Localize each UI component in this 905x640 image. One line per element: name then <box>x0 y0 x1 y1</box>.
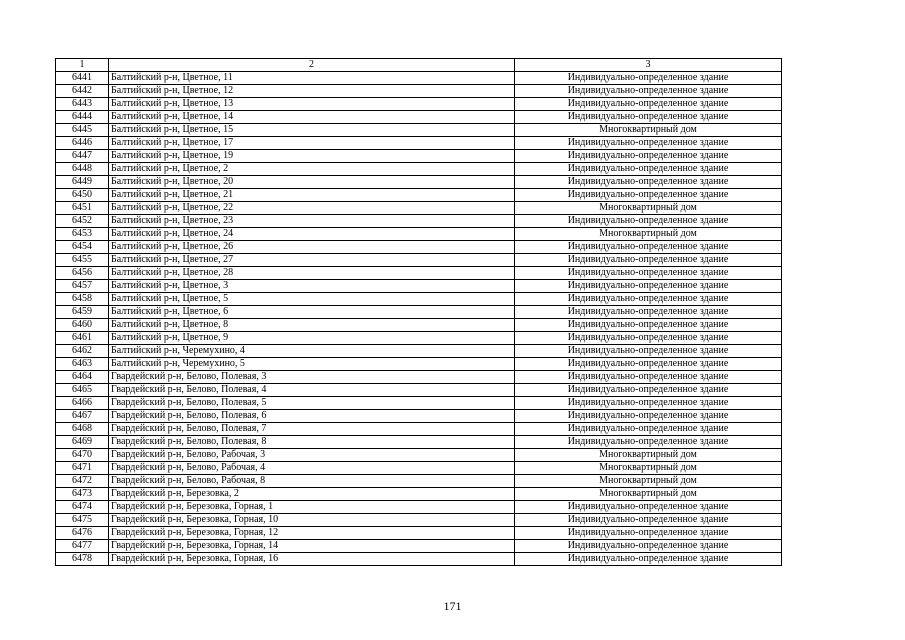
object-type-cell: Индивидуально-определенное здание <box>515 410 782 423</box>
row-number-cell: 6474 <box>56 501 109 514</box>
object-type-cell: Индивидуально-определенное здание <box>515 176 782 189</box>
address-cell: Балтийский р-н, Цветное, 8 <box>109 319 515 332</box>
object-type-cell: Индивидуально-определенное здание <box>515 306 782 319</box>
address-cell: Балтийский р-н, Черемухино, 5 <box>109 358 515 371</box>
object-type-cell: Индивидуально-определенное здание <box>515 267 782 280</box>
row-number-cell: 6442 <box>56 85 109 98</box>
row-number-cell: 6476 <box>56 527 109 540</box>
address-cell: Балтийский р-н, Цветное, 23 <box>109 215 515 228</box>
table-row <box>56 462 782 475</box>
row-number-cell: 6456 <box>56 267 109 280</box>
table-row <box>56 215 782 228</box>
object-type-cell: Индивидуально-определенное здание <box>515 319 782 332</box>
object-type-cell: Индивидуально-определенное здание <box>515 501 782 514</box>
row-number-cell: 6475 <box>56 514 109 527</box>
row-number-cell: 6467 <box>56 410 109 423</box>
address-cell: Балтийский р-н, Цветное, 20 <box>109 176 515 189</box>
object-type-cell: Многоквартирный дом <box>515 202 782 215</box>
address-cell: Балтийский р-н, Цветное, 2 <box>109 163 515 176</box>
object-type-cell: Индивидуально-определенное здание <box>515 553 782 566</box>
row-number-cell: 6448 <box>56 163 109 176</box>
table-row <box>56 228 782 241</box>
address-cell: Балтийский р-н, Цветное, 17 <box>109 137 515 150</box>
object-type-cell: Индивидуально-определенное здание <box>515 423 782 436</box>
address-cell: Балтийский р-н, Цветное, 27 <box>109 254 515 267</box>
row-number-cell: 6471 <box>56 462 109 475</box>
table-row <box>56 98 782 111</box>
object-type-cell: Индивидуально-определенное здание <box>515 85 782 98</box>
table-row <box>56 85 782 98</box>
row-number-cell: 6441 <box>56 72 109 85</box>
table-row <box>56 358 782 371</box>
address-cell: Гвардейский р-н, Березовка, Горная, 10 <box>109 514 515 527</box>
table-row <box>56 423 782 436</box>
table-row <box>56 319 782 332</box>
object-type-cell: Индивидуально-определенное здание <box>515 358 782 371</box>
table-row <box>56 293 782 306</box>
row-number-cell: 6460 <box>56 319 109 332</box>
address-cell: Гвардейский р-н, Белово, Полевая, 7 <box>109 423 515 436</box>
object-type-cell: Индивидуально-определенное здание <box>515 280 782 293</box>
address-cell: Балтийский р-н, Цветное, 9 <box>109 332 515 345</box>
table-row <box>56 254 782 267</box>
table-row <box>56 449 782 462</box>
object-type-cell: Индивидуально-определенное здание <box>515 111 782 124</box>
object-type-cell: Индивидуально-определенное здание <box>515 514 782 527</box>
object-type-cell: Индивидуально-определенное здание <box>515 527 782 540</box>
table-row <box>56 514 782 527</box>
row-number-cell: 6453 <box>56 228 109 241</box>
object-type-cell: Многоквартирный дом <box>515 449 782 462</box>
table-row <box>56 436 782 449</box>
table-header-row <box>56 59 782 72</box>
table-row <box>56 189 782 202</box>
row-number-cell: 6462 <box>56 345 109 358</box>
table-row <box>56 527 782 540</box>
row-number-cell: 6449 <box>56 176 109 189</box>
object-type-cell: Многоквартирный дом <box>515 488 782 501</box>
address-cell: Гвардейский р-н, Березовка, Горная, 12 <box>109 527 515 540</box>
address-cell: Балтийский р-н, Цветное, 6 <box>109 306 515 319</box>
object-type-cell: Индивидуально-определенное здание <box>515 332 782 345</box>
address-cell: Гвардейский р-н, Березовка, Горная, 1 <box>109 501 515 514</box>
row-number-cell: 6445 <box>56 124 109 137</box>
address-cell: Балтийский р-н, Цветное, 5 <box>109 293 515 306</box>
row-number-cell: 6473 <box>56 488 109 501</box>
table-row <box>56 241 782 254</box>
row-number-cell: 6464 <box>56 371 109 384</box>
table-row <box>56 553 782 566</box>
address-cell: Балтийский р-н, Цветное, 13 <box>109 98 515 111</box>
object-type-cell: Индивидуально-определенное здание <box>515 397 782 410</box>
object-type-cell: Индивидуально-определенное здание <box>515 384 782 397</box>
table-row <box>56 475 782 488</box>
table-row <box>56 72 782 85</box>
row-number-cell: 6444 <box>56 111 109 124</box>
row-number-cell: 6446 <box>56 137 109 150</box>
table-row <box>56 202 782 215</box>
address-cell: Балтийский р-н, Цветное, 26 <box>109 241 515 254</box>
object-type-cell: Индивидуально-определенное здание <box>515 254 782 267</box>
object-type-cell: Индивидуально-определенное здание <box>515 241 782 254</box>
object-type-cell: Индивидуально-определенное здание <box>515 163 782 176</box>
table-row <box>56 410 782 423</box>
address-cell: Гвардейский р-н, Белово, Рабочая, 4 <box>109 462 515 475</box>
row-number-cell: 6469 <box>56 436 109 449</box>
address-cell: Гвардейский р-н, Белово, Полевая, 3 <box>109 371 515 384</box>
table-row <box>56 137 782 150</box>
row-number-cell: 6468 <box>56 423 109 436</box>
address-cell: Балтийский р-н, Цветное, 14 <box>109 111 515 124</box>
table-row <box>56 501 782 514</box>
address-cell: Гвардейский р-н, Березовка, 2 <box>109 488 515 501</box>
object-type-cell: Индивидуально-определенное здание <box>515 436 782 449</box>
address-cell: Гвардейский р-н, Березовка, Горная, 16 <box>109 553 515 566</box>
table-row <box>56 150 782 163</box>
address-cell: Гвардейский р-н, Березовка, Горная, 14 <box>109 540 515 553</box>
row-number-cell: 6461 <box>56 332 109 345</box>
table-row <box>56 163 782 176</box>
table-body <box>56 72 782 566</box>
row-number-cell: 6455 <box>56 254 109 267</box>
object-type-cell: Индивидуально-определенное здание <box>515 215 782 228</box>
table-row <box>56 540 782 553</box>
object-type-cell: Индивидуально-определенное здание <box>515 345 782 358</box>
address-cell: Балтийский р-н, Черемухино, 4 <box>109 345 515 358</box>
row-number-cell: 6452 <box>56 215 109 228</box>
address-cell: Балтийский р-н, Цветное, 21 <box>109 189 515 202</box>
row-number-cell: 6447 <box>56 150 109 163</box>
table-row <box>56 280 782 293</box>
row-number-cell: 6465 <box>56 384 109 397</box>
table-row <box>56 371 782 384</box>
column-header-type: 3 <box>515 59 782 72</box>
address-cell: Балтийский р-н, Цветное, 12 <box>109 85 515 98</box>
row-number-cell: 6472 <box>56 475 109 488</box>
table-row <box>56 345 782 358</box>
address-cell: Гвардейский р-н, Белово, Полевая, 4 <box>109 384 515 397</box>
table-row <box>56 176 782 189</box>
table-row <box>56 111 782 124</box>
row-number-cell: 6457 <box>56 280 109 293</box>
object-type-cell: Многоквартирный дом <box>515 475 782 488</box>
row-number-cell: 6470 <box>56 449 109 462</box>
address-cell: Балтийский р-н, Цветное, 19 <box>109 150 515 163</box>
object-type-cell: Индивидуально-определенное здание <box>515 189 782 202</box>
column-header-address: 2 <box>109 59 515 72</box>
row-number-cell: 6450 <box>56 189 109 202</box>
table-row <box>56 124 782 137</box>
object-type-cell: Индивидуально-определенное здание <box>515 540 782 553</box>
row-number-cell: 6451 <box>56 202 109 215</box>
object-type-cell: Многоквартирный дом <box>515 228 782 241</box>
object-type-cell: Индивидуально-определенное здание <box>515 293 782 306</box>
address-cell: Гвардейский р-н, Белово, Полевая, 6 <box>109 410 515 423</box>
address-cell: Гвардейский р-н, Белово, Рабочая, 8 <box>109 475 515 488</box>
address-cell: Балтийский р-н, Цветное, 15 <box>109 124 515 137</box>
table-row <box>56 306 782 319</box>
table-row <box>56 332 782 345</box>
object-type-cell: Индивидуально-определенное здание <box>515 137 782 150</box>
object-type-cell: Индивидуально-определенное здание <box>515 98 782 111</box>
table-row <box>56 384 782 397</box>
row-number-cell: 6478 <box>56 553 109 566</box>
row-number-cell: 6454 <box>56 241 109 254</box>
address-cell: Балтийский р-н, Цветное, 24 <box>109 228 515 241</box>
address-cell: Балтийский р-н, Цветное, 11 <box>109 72 515 85</box>
address-cell: Гвардейский р-н, Белово, Полевая, 8 <box>109 436 515 449</box>
address-cell: Балтийский р-н, Цветное, 22 <box>109 202 515 215</box>
row-number-cell: 6458 <box>56 293 109 306</box>
table-row <box>56 397 782 410</box>
address-cell: Гвардейский р-н, Белово, Рабочая, 3 <box>109 449 515 462</box>
object-type-cell: Индивидуально-определенное здание <box>515 371 782 384</box>
object-type-cell: Индивидуально-определенное здание <box>515 150 782 163</box>
row-number-cell: 6466 <box>56 397 109 410</box>
column-header-number: 1 <box>56 59 109 72</box>
row-number-cell: 6443 <box>56 98 109 111</box>
object-type-cell: Многоквартирный дом <box>515 462 782 475</box>
table-row <box>56 267 782 280</box>
object-type-cell: Многоквартирный дом <box>515 124 782 137</box>
object-type-cell: Индивидуально-определенное здание <box>515 72 782 85</box>
row-number-cell: 6463 <box>56 358 109 371</box>
row-number-cell: 6459 <box>56 306 109 319</box>
page-number: 171 <box>443 599 462 613</box>
address-cell: Гвардейский р-н, Белово, Полевая, 5 <box>109 397 515 410</box>
row-number-cell: 6477 <box>56 540 109 553</box>
address-cell: Балтийский р-н, Цветное, 28 <box>109 267 515 280</box>
table-row <box>56 488 782 501</box>
register-table <box>55 58 782 566</box>
address-cell: Балтийский р-н, Цветное, 3 <box>109 280 515 293</box>
